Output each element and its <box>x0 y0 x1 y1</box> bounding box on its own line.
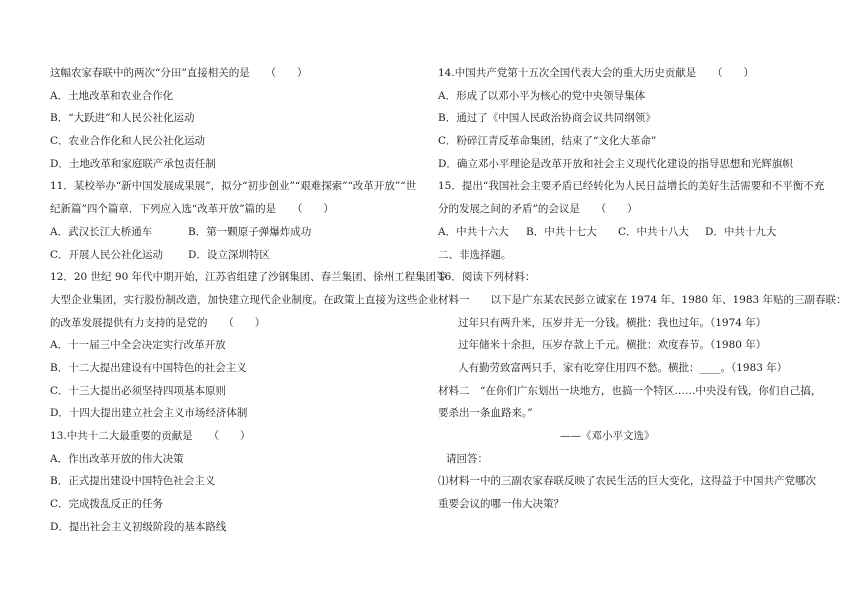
answer-prompt: 请回答： <box>446 452 488 465</box>
material-2-source: ——《邓小平文选》 <box>560 430 655 442</box>
q12-option-a: A．十一届三中全会决定实行改革开放 <box>50 339 226 352</box>
q13-option-c: C．完成拨乱反正的任务 <box>50 498 164 511</box>
q12-option-c: C．十三大提出必须坚持四项基本原则 <box>50 384 227 397</box>
q12-stem-line-1: 12．20 世纪 90 年代中期开始，江苏省组建了沙钢集团、春兰集团、徐州工程集团等 <box>50 271 447 284</box>
material-2-line-1: 材料二 “在你们广东划出一块地方，也搞一个特区……中央没有钱，你们自己搞， <box>438 384 822 397</box>
q13-option-a: A．作出改革开放的伟大决策 <box>50 452 184 465</box>
q14-option-b: B．通过了《中国人民政治协商会议共同纲领》 <box>438 112 656 125</box>
material-1-intro: 材料一 以下是广东某农民彭立诚家在 1974 年、1980 年、1983 年贴的三副春联： <box>438 293 847 306</box>
q15-option-b: B．中共十七大 <box>526 225 597 238</box>
q15-option-d: D．中共十九大 <box>705 225 777 238</box>
couplet-1974: 过年只有两升米，压岁并无一分钱。横批：我也过年。（1974 年） <box>458 316 767 329</box>
right-column <box>438 62 847 516</box>
q12-stem-line-3: 的改革发展提供有力支持的是党的 （ ） <box>50 316 266 329</box>
q15-option-c: C．中共十八大 <box>618 225 690 238</box>
q10-option-a: A．土地改革和农业合作化 <box>50 89 174 102</box>
material-2-line-2: 要杀出一条血路来。” <box>438 407 533 420</box>
q11-option-b: B．第一颗原子弹爆炸成功 <box>188 225 312 238</box>
q16-stem: 16．阅读下列材料： <box>438 271 536 284</box>
q11-stem-line-2: 纪新篇”四个篇章．下列应入选“改革开放”篇的是 （ ） <box>50 203 334 216</box>
q10-stem: 这幅农家春联中的两次“分田”直接相关的是 （ ） <box>50 67 308 79</box>
q13-option-d: D．提出社会主义初级阶段的基本路线 <box>50 520 227 533</box>
q15-stem-line-1: 15．提出“我国社会主要矛盾已经转化为人民日益增长的美好生活需要和不平衡不充 <box>438 180 825 193</box>
q12-option-d: D．十四大提出建立社会主义市场经济体制 <box>50 407 248 420</box>
q11-stem-line-1: 11．某校举办“新中国发展成果展”，拟分“初步创业”“艰难探索”“改革开放”“世 <box>50 180 417 193</box>
q15-stem-line-2: 分的发展之间的矛盾”的会议是 （ ） <box>438 203 638 216</box>
q11-options-row-1 <box>50 221 410 244</box>
q14-option-a: A．形成了以邓小平为核心的党中央领导集体 <box>438 89 646 102</box>
q10-option-c: C．农业合作化和人民公社化运动 <box>50 135 206 148</box>
left-column <box>50 62 447 538</box>
q12-stem-line-2: 大型企业集团，实行股份制改造，加快建立现代企业制度。在政策上直接为这些企业 <box>50 293 439 306</box>
q15-options-row <box>438 221 828 244</box>
q14-option-c: C．粉碎江青反革命集团，结束了“文化大革命” <box>438 135 657 148</box>
q10-option-b: B．“大跃进”和人民公社化运动 <box>50 112 195 125</box>
q11-options-row-2 <box>50 244 410 267</box>
q12-option-b: B．十二大提出建设有中国特色的社会主义 <box>50 361 247 374</box>
q16-part-1-line-2: 重要会议的哪一伟大决策？ <box>438 498 564 511</box>
q13-option-b: B．正式提出建设中国特色社会主义 <box>50 475 216 488</box>
couplet-1980: 过年储米十余担，压岁存款上千元。横批：欢度春节。（1980 年） <box>458 339 767 352</box>
q13-stem: 13.中共十二大最重要的贡献是 （ ） <box>50 430 251 442</box>
q11-option-c: C．开展人民公社化运动 <box>50 248 164 261</box>
q15-option-a: A．中共十六大 <box>438 225 509 238</box>
q16-part-1-line-1: ⑴材料一中的三副农家春联反映了农民生活的巨大变化，这得益于中国共产党哪次 <box>438 475 816 488</box>
couplet-1983: 人有勤劳致富两只手，家有吃穿住用四不愁。横批：____。（1983 年） <box>458 361 788 374</box>
q14-option-d: D．确立邓小平理论是改革开放和社会主义现代化建设的指导思想和光辉旗帜 <box>438 157 793 170</box>
section-heading: 二、非选择题。 <box>438 248 512 261</box>
q14-stem: 14.中国共产党第十五次全国代表大会的重大历史贡献是 （ ） <box>438 67 754 79</box>
q10-option-d: D．土地改革和家庭联产承包责任制 <box>50 157 216 170</box>
q11-option-d: D．设立深圳特区 <box>188 248 270 261</box>
q11-option-a: A．武汉长江大桥通车 <box>50 225 153 238</box>
